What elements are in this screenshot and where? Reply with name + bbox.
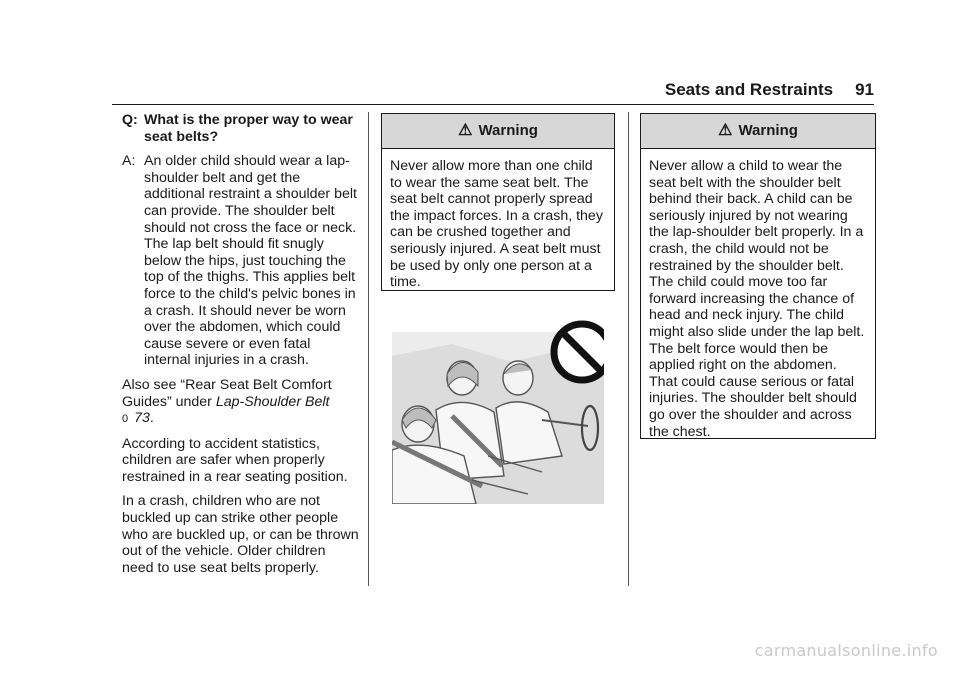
child-seat-belt-illustration <box>392 316 604 504</box>
watermark: carmanualsonline.info <box>754 641 938 660</box>
question-block <box>122 112 360 145</box>
also-see-link[interactable]: Lap-Shoulder Belt <box>215 393 330 410</box>
statistics-paragraph: According to accident statistics, children are safer when properly restrained in a rear seating position. <box>122 435 348 485</box>
page-number: 91 <box>855 80 874 99</box>
column-divider <box>628 112 629 586</box>
warning-triangle-icon: ⚠ <box>458 121 473 139</box>
page-header <box>665 80 874 100</box>
answer-label: A: <box>122 153 136 170</box>
column-divider <box>368 112 369 586</box>
warning-text: Never allow a child to wear the seat belt with the shoulder belt behind their back. A child can be seriously injured by not wearing the lap-shoulder belt properly. In a crash, the child would not be restrained by the shoulder belt. The child could move too far forward increasing the chance of head and neck injury. The child might also slide under the lap belt. The belt force would then be applied right on the abdomen. That could cause serious or fatal injuries. The shoulder belt should go over the shoulder and across the chest. <box>649 158 865 440</box>
warning-header <box>641 114 875 149</box>
header-rule <box>112 104 874 105</box>
answer-block <box>122 153 360 369</box>
prohibited-icon <box>554 324 604 380</box>
warning-box <box>640 113 876 439</box>
warning-box <box>381 113 615 291</box>
warning-header <box>382 114 614 149</box>
crash-paragraph: In a crash, children who are not buckled up can strike other people who are buckled up, or can be thrown out of the vehicle. Older children need to use seat belts properly. <box>122 493 359 576</box>
also-see-page[interactable]: 73 <box>134 410 150 427</box>
section-title: Seats and Restraints <box>664 80 834 99</box>
column-left <box>122 112 360 584</box>
question-text: What is the proper way to wear seat belts? <box>144 112 353 145</box>
warning-title: Warning <box>478 121 538 139</box>
question-label: Q: <box>122 112 138 128</box>
warning-title: Warning <box>738 121 798 139</box>
warning-triangle-icon: ⚠ <box>718 121 733 139</box>
also-see-text: Also see “Rear Seat Belt Comfort Guides” under <box>122 376 332 410</box>
answer-text: An older child should wear a lap-shoulder belt and get the additional restraint a shoulder belt can provide. The shoulder belt should not cross the face or neck. The lap belt should fit snugly below the hips, just touching the top of the thighs. This applies belt force to the child's pelvic bones in a crash. It should never be worn over the abdomen, which could cause severe or even fatal internal injuries in a crash. <box>144 153 357 369</box>
page-ref-icon: 0 <box>122 413 129 426</box>
warning-text: Never allow more than one child to wear the same seat belt. The seat belt cannot properly spread the impact forces. In a crash, they can be crushed together and seriously injured. A seat belt must be used by only one person at a time. <box>390 158 603 291</box>
also-see-paragraph: Also see “Rear Seat Belt Comfort Guides” under Lap-Shoulder Belt 0 73. <box>122 376 332 427</box>
